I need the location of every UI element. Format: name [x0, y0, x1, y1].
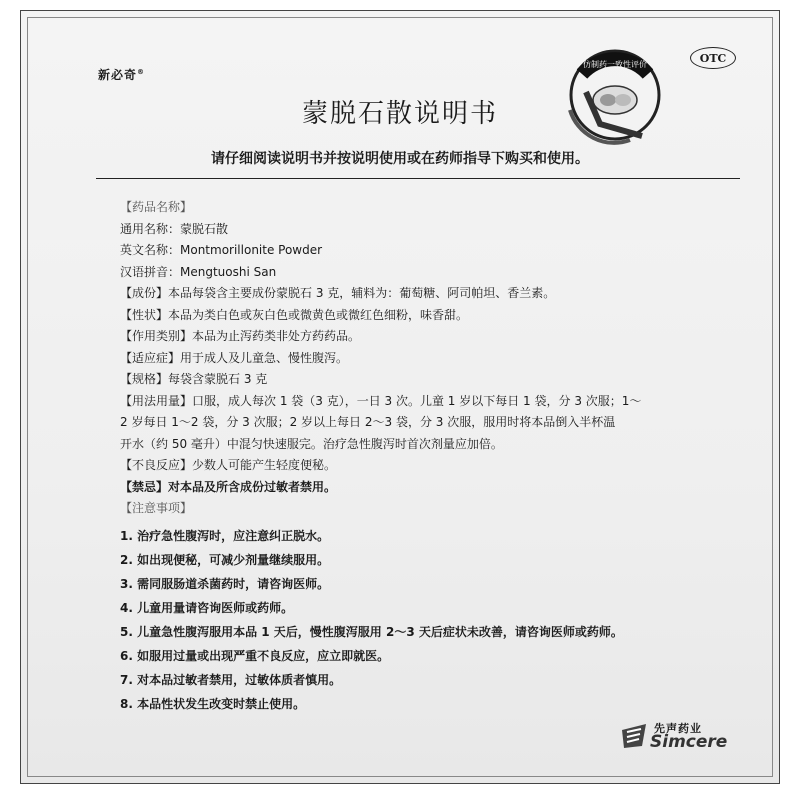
precaution-item: 4. 儿童用量请咨询医师或药师。	[120, 600, 294, 615]
precaution-item: 2. 如出现便秘，可减少剂量继续服用。	[120, 552, 330, 567]
brand-mark: ®	[137, 68, 146, 76]
precaution-item: 5. 儿童急性腹泻服用本品 1 天后，慢性腹泻服用 2～3 天后症状未改善，请咨询医师或药师。	[120, 624, 623, 639]
brand-name	[98, 66, 145, 83]
precautions-list	[120, 524, 750, 716]
section-specification: 【规格】每袋含蒙脱石 3 克	[120, 372, 268, 386]
precaution-item: 6. 如服用过量或出现严重不良反应，应立即就医。	[120, 648, 390, 663]
english-name: 英文名称：Montmorillonite Powder	[120, 243, 323, 257]
leaflet-content	[120, 197, 750, 716]
section-ingredients: 【成份】本品每袋含主要成份蒙脱石 3 克，辅料为：葡萄糖、阿司帕坦、香兰素。	[120, 286, 556, 300]
generic-name: 通用名称：蒙脱石散	[120, 221, 229, 236]
simcere-logo	[620, 722, 750, 752]
section-dosage-line-3: 开水（约 50 毫升）中混匀快速服完。治疗急性腹泻时首次剂量应加倍。	[120, 436, 503, 451]
pinyin-name: 汉语拼音：Mengtuoshi San	[120, 264, 277, 279]
usage-notice: 请仔细阅读说明书并按说明使用或在药师指导下购买和使用。	[211, 151, 589, 167]
divider	[96, 178, 740, 179]
section-category: 【作用类别】本品为止泻药类非处方药药品。	[120, 329, 361, 343]
section-description: 【性状】本品为类白色或灰白色或微黄色或微红色细粉，味香甜。	[120, 307, 469, 322]
simcere-logo-icon	[620, 722, 650, 750]
section-contraindications: 【禁忌】对本品及所含成份过敏者禁用。	[120, 479, 337, 494]
precaution-item: 1. 治疗急性腹泻时，应注意纠正脱水。	[120, 528, 330, 543]
seal-text: 仿制药一致性评价	[583, 60, 647, 69]
precaution-item: 8. 本品性状发生改变时禁止使用。	[120, 696, 306, 711]
page-title: 蒙脱石散说明书	[301, 99, 498, 129]
section-adverse: 【不良反应】少数人可能产生轻度便秘。	[120, 458, 337, 472]
otc-badge: OTC	[690, 47, 736, 69]
brand-text: 新必奇	[98, 68, 138, 82]
section-drug-name: 【药品名称】	[120, 200, 193, 214]
section-precautions: 【注意事项】	[120, 501, 193, 515]
section-indications: 【适应症】用于成人及儿童急、慢性腹泻。	[120, 350, 349, 365]
section-dosage-line-2: 2 岁每日 1～2 袋，分 3 次服；2 岁以上每日 2～3 袋，分 3 次服，服用时将本品倒入半杯温	[120, 415, 616, 429]
precaution-item: 7. 对本品过敏者禁用，过敏体质者慎用。	[120, 672, 342, 687]
logo-cn: 先声药业	[654, 722, 702, 735]
section-dosage-line-1: 【用法用量】口服，成人每次 1 袋（3 克），一日 3 次。儿童 1 岁以下每日 1 袋，分 3 次服；1～	[120, 393, 642, 408]
precaution-item: 3. 需同服肠道杀菌药时，请咨询医师。	[120, 576, 330, 591]
logo-en: Simcere	[650, 732, 728, 752]
